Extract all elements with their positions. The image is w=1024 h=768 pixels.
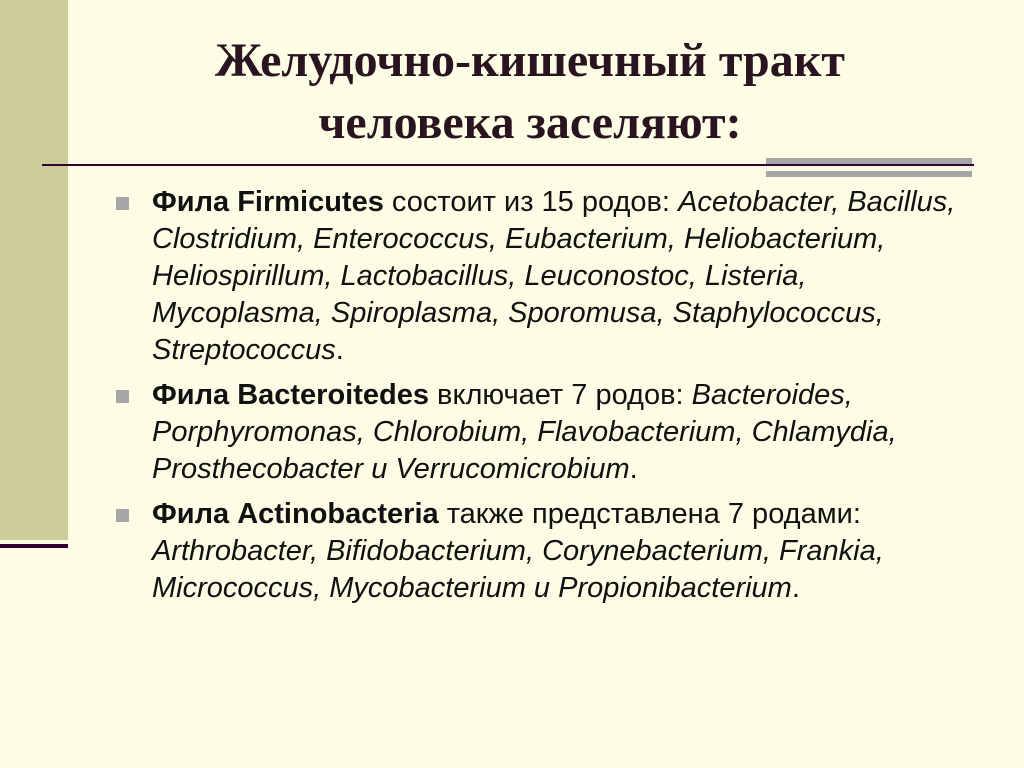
bullet-tail: . bbox=[791, 572, 800, 604]
genera-list: Acetobacter, Bacillus, Clostridium, Enterococcus, Eubacterium, Heliobacterium, Heliospirillum, Lactobacillus, Leuconostoc, Listeria, Mycoplasma, Spiroplasma, Sporomusa, Staphylococcus, Streptococcus bbox=[152, 186, 956, 366]
side-decoration-band bbox=[0, 0, 68, 540]
title-line-2: человека заселяют: bbox=[318, 96, 742, 149]
bullet-item-actinobacteria bbox=[116, 496, 976, 607]
phylum-intro: состоит из 15 родов: bbox=[383, 186, 679, 218]
bullet-list bbox=[116, 184, 976, 615]
slide-title bbox=[80, 30, 980, 154]
title-line-1: Желудочно-кишечный тракт bbox=[215, 34, 845, 87]
phylum-name: Фила Bacteroitedes bbox=[152, 379, 429, 411]
phylum-intro: также представлена 7 родами: bbox=[438, 498, 861, 530]
bullet-square-icon bbox=[116, 509, 129, 522]
genera-list: Bacteroides, Porphyromonas, Chlorobium, Flavobacterium, Chlamydia, Prosthecobacter и Verrucomicrobium bbox=[152, 379, 897, 485]
bullet-item-firmicutes bbox=[116, 184, 976, 369]
genera-list: Arthrobacter, Bifidobacterium, Corynebacterium, Frankia, Micrococcus, Mycobacterium и Propionibacterium bbox=[152, 535, 884, 604]
title-underline bbox=[42, 164, 974, 166]
bullet-square-icon bbox=[116, 390, 129, 403]
bullet-tail: . bbox=[629, 453, 638, 485]
bullet-square-icon bbox=[116, 197, 129, 210]
bullet-item-bacteroitedes bbox=[116, 377, 976, 488]
phylum-name: Фила Firmicutes bbox=[152, 186, 384, 218]
side-decoration-rule bbox=[0, 544, 68, 548]
phylum-intro: включает 7 родов: bbox=[429, 379, 692, 411]
accent-bar-top bbox=[766, 158, 972, 164]
accent-bar-bottom bbox=[766, 171, 972, 177]
phylum-name: Фила Actinobacteria bbox=[152, 498, 439, 530]
bullet-tail: . bbox=[335, 334, 344, 366]
